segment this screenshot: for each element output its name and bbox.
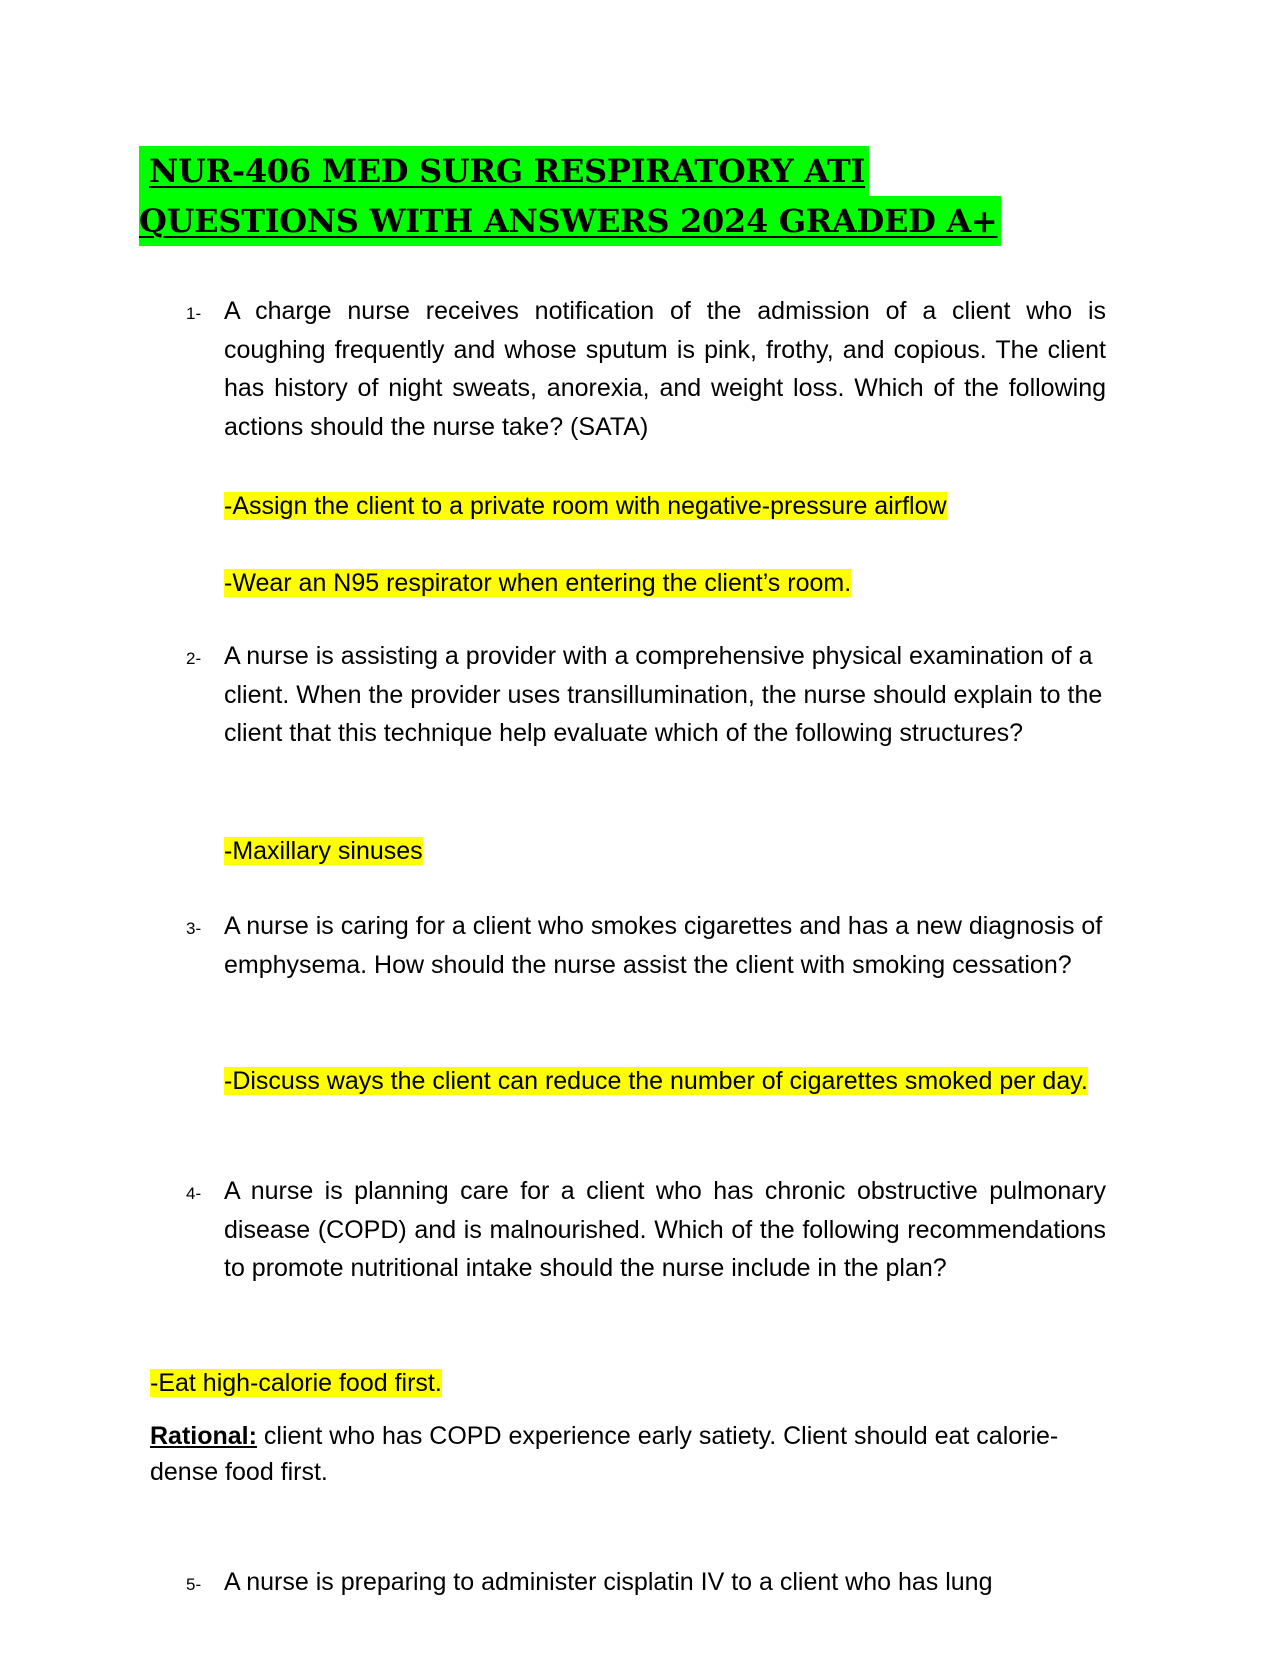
rational-text: client who has COPD experience early satiety. Client should eat calorie-dense food first. xyxy=(150,1422,1059,1486)
question-number: 3- xyxy=(186,919,202,938)
question-number: 1- xyxy=(186,304,202,323)
title-line-1: NUR-406 MED SURG RESPIRATORY ATI xyxy=(139,146,869,196)
question-text: A nurse is assisting a provider with a comprehensive physical examination of a client. When the provider uses transillumination, the nurse should explain to the client that this technique help evaluate which of the following structures? xyxy=(224,642,1103,747)
answer-highlight: -Maxillary sinuses xyxy=(224,837,423,865)
answer-3a xyxy=(224,1064,1104,1098)
question-number: 5- xyxy=(186,1575,202,1594)
rational-label: Rational: xyxy=(150,1422,257,1450)
question-number: 2- xyxy=(186,649,202,668)
answer-highlight: -Wear an N95 respirator when entering the client’s room. xyxy=(224,569,852,597)
question-text: A charge nurse receives notification of the admission of a client who is coughing frequently and whose sputum is pink, frothy, and copious. The client has history of night sweats, anorexia, and weight loss. Which of the following actions should the nurse take? (SATA) xyxy=(224,297,1106,441)
answer-highlight: -Eat high-calorie food first. xyxy=(150,1369,442,1397)
answer-2a xyxy=(224,834,423,868)
answer-highlight: -Discuss ways the client can reduce the number of cigarettes smoked per day. xyxy=(224,1067,1088,1095)
question-3 xyxy=(186,907,1106,984)
question-2 xyxy=(186,637,1106,753)
answer-1a xyxy=(224,489,947,523)
rational-paragraph xyxy=(150,1418,1100,1490)
question-text: A nurse is caring for a client who smokes cigarettes and has a new diagnosis of emphysema. How should the nurse assist the client with smoking cessation? xyxy=(224,912,1103,979)
question-number: 4- xyxy=(186,1184,202,1203)
question-1 xyxy=(186,292,1106,446)
question-text: A nurse is planning care for a client who has chronic obstructive pulmonary disease (COPD) and is malnourished. Which of the following recommendations to promote nutritional intake should the nurse include in the plan? xyxy=(224,1177,1106,1282)
answer-highlight: -Assign the client to a private room with negative-pressure airflow xyxy=(224,492,947,520)
question-text: A nurse is preparing to administer cisplatin IV to a client who has lung xyxy=(224,1568,993,1596)
question-5 xyxy=(186,1563,1106,1602)
question-4 xyxy=(186,1172,1106,1288)
answer-4a xyxy=(150,1366,442,1400)
title-line-2: QUESTIONS WITH ANSWERS 2024 GRADED A+ xyxy=(139,196,1001,246)
answer-1b xyxy=(224,566,851,600)
document-title xyxy=(139,146,1039,246)
